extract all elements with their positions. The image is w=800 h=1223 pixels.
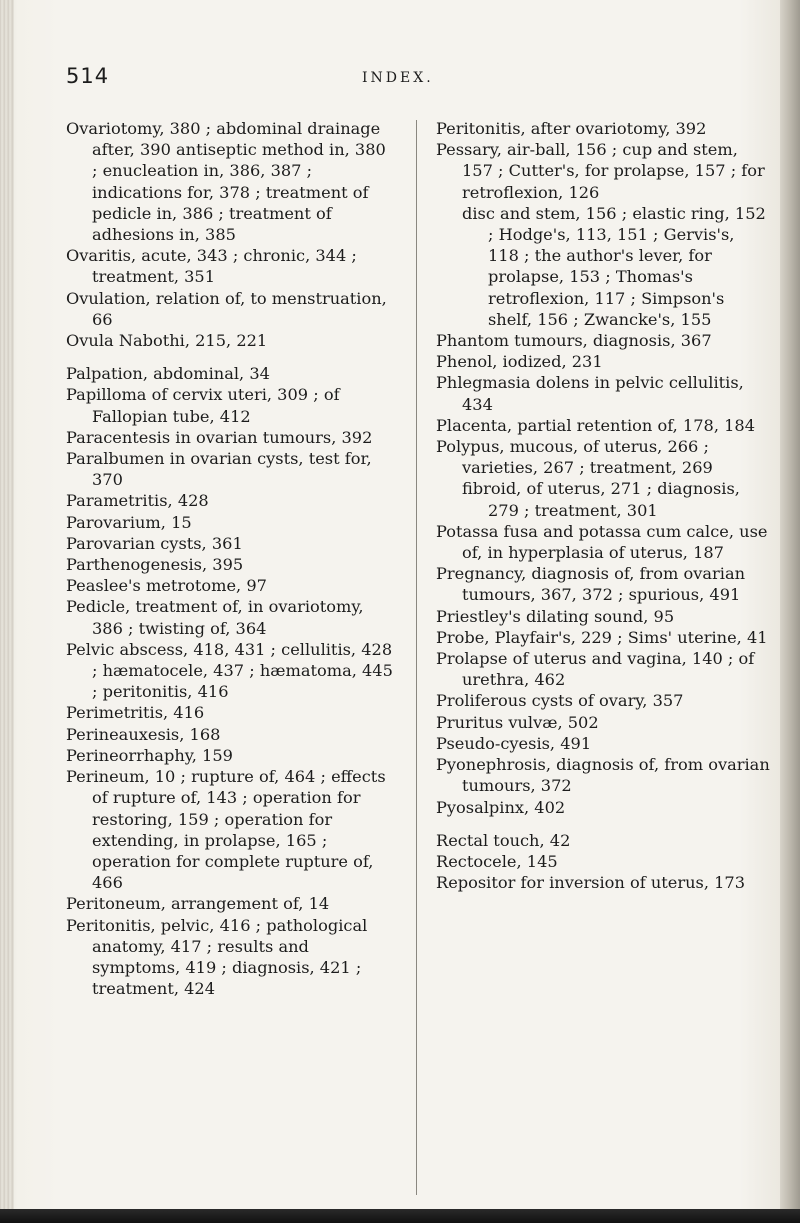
index-entry: Polypus, mucous, of uterus, 266 ; varieties, 267 ; treatment, 269	[436, 437, 713, 478]
index-entry: Pseudo-cyesis, 491	[436, 733, 592, 753]
index-entry: Phantom tumours, diagnosis, 367	[436, 331, 712, 351]
index-entry: Pregnancy, diagnosis of, from ovarian tumours, 367, 372 ; spurious, 491	[436, 564, 746, 605]
index-entry: Ovula Nabothi, 215, 221	[66, 331, 268, 351]
running-head: INDEX.	[362, 70, 434, 86]
index-entry: Potassa fusa and potassa cum calce, use of, in hyperplasia of uterus, 187	[436, 521, 768, 563]
index-entry: Pyonephrosis, diagnosis of, from ovarian tumours, 372	[436, 755, 770, 796]
page-edge-bottom	[0, 1209, 800, 1223]
index-entry: Priestley's dilating sound, 95	[436, 606, 675, 626]
index-entry: Placenta, partial retention of, 178, 184	[436, 415, 756, 435]
index-entry: Pruritus vulvæ, 502	[436, 712, 599, 732]
page-edge-right	[780, 0, 800, 1223]
index-entry: Pelvic abscess, 418, 431 ; cellulitis, 428 ; hæmatocele, 437 ; hæmatoma, 445 ; peritonitis, 416	[66, 639, 393, 702]
index-entry: Parovarium, 15	[66, 512, 192, 532]
index-entry: Parthenogenesis, 395	[66, 555, 244, 575]
index-entry: Peritoneum, arrangement of, 14	[66, 894, 330, 914]
index-column-left	[66, 118, 396, 999]
index-entry: Repositor for inversion of uterus, 173	[436, 873, 746, 893]
index-entry: Parametritis, 428	[66, 491, 209, 511]
index-entry: Prolapse of uterus and vagina, 140 ; of urethra, 462	[436, 649, 755, 690]
index-entry: Ovaritis, acute, 343 ; chronic, 344 ; treatment, 351	[66, 246, 357, 287]
index-entry: Peaslee's metrotome, 97	[66, 576, 267, 596]
index-entry: Rectocele, 145	[436, 851, 558, 871]
index-entry: Perineauxesis, 168	[66, 724, 221, 744]
index-subentry: fibroid, of uterus, 271 ; diagnosis, 279 ; treatment, 301	[462, 479, 740, 520]
index-subentry: disc and stem, 156 ; elastic ring, 152 ; Hodge's, 113, 151 ; Gervis's, 118 ; the author's lever, for prolapse, 153 ; Thomas's retroflexion, 117 ; Simpson's shelf, 156 ; Zwancke's, 155	[462, 203, 766, 329]
column-divider	[416, 120, 417, 1195]
index-entry: Perineum, 10 ; rupture of, 464 ; effects of rupture of, 143 ; operation for restoring, 159 ; operation for extending, in prolapse, 165 ; operation for complete rupture of, 466	[66, 767, 386, 893]
page-gutter-left	[0, 0, 14, 1223]
index-entry: Proliferous cysts of ovary, 357	[436, 691, 684, 711]
index-entry: Pedicle, treatment of, in ovariotomy, 386 ; twisting of, 364	[66, 597, 364, 638]
index-entry: Rectal touch, 42	[436, 830, 571, 850]
index-entry: Palpation, abdominal, 34	[66, 364, 270, 384]
index-entry: Papilloma of cervix uteri, 309 ; of Fallopian tube, 412	[66, 385, 340, 426]
index-entry: Probe, Playfair's, 229 ; Sims' uterine, 41	[436, 627, 768, 647]
index-entry: Peritonitis, after ovariotomy, 392	[436, 119, 707, 138]
index-entry: Phlegmasia dolens in pelvic cellulitis, 434	[436, 373, 744, 414]
index-entry: Pessary, air-ball, 156 ; cup and stem, 157 ; Cutter's, for prolapse, 157 ; for retroflexion, 126	[436, 140, 765, 202]
index-entry: Phenol, iodized, 231	[436, 352, 603, 372]
index-entry: Ovariotomy, 380 ; abdominal drainage after, 390 antiseptic method in, 380 ; enucleation in, 386, 387 ; indications for, 378 ; treatment of pedicle in, 386 ; treatment of adhesions in, 385	[66, 119, 386, 245]
index-entry: Peritonitis, pelvic, 416 ; pathological anatomy, 417 ; results and symptoms, 419 ; diagnosis, 421 ; treatment, 424	[66, 915, 368, 999]
index-entry: Ovulation, relation of, to menstruation, 66	[66, 288, 387, 329]
index-entry: Pyosalpinx, 402	[436, 797, 566, 817]
index-entry: Paracentesis in ovarian tumours, 392	[66, 427, 373, 447]
index-entry: Perimetritis, 416	[66, 703, 205, 723]
index-column-right	[436, 118, 770, 893]
page-number: 514	[66, 64, 110, 88]
index-entry: Parovarian cysts, 361	[66, 533, 243, 553]
index-entry: Paralbumen in ovarian cysts, test for, 370	[66, 449, 372, 490]
index-entry: Perineorrhaphy, 159	[66, 745, 233, 765]
